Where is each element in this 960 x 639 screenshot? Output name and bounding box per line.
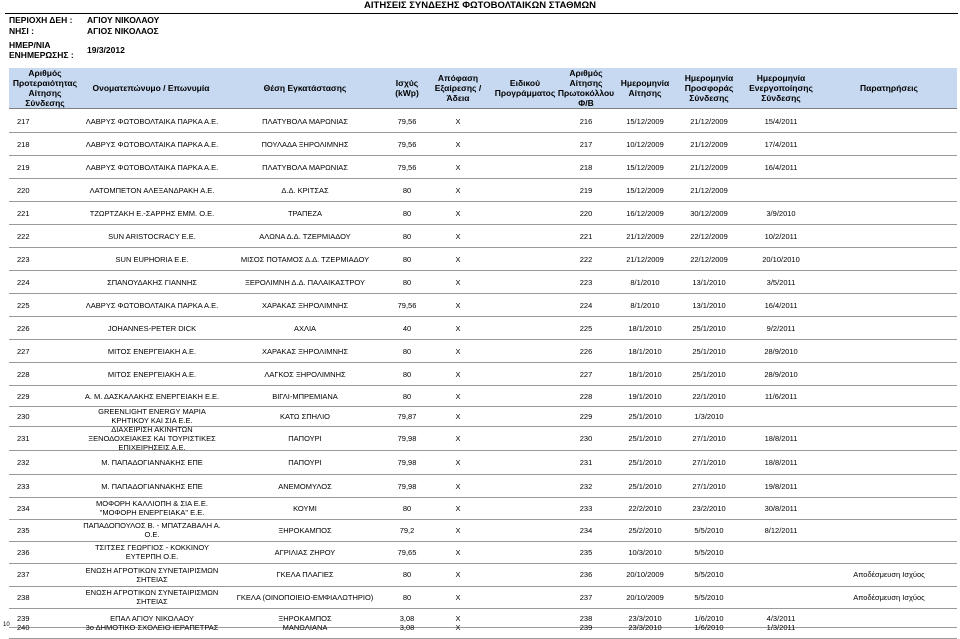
cell-number: 235 — [17, 525, 30, 535]
cell-offer-date: 27/1/2010 — [692, 481, 726, 491]
cell-activation-date: 11/6/2011 — [764, 391, 798, 401]
cell-offer-date: 22/12/2009 — [690, 254, 728, 264]
cell-location: ΛΑΓΚΟΣ ΞΗΡΟΛΙΜΝΗΣ — [264, 369, 346, 379]
cell-location: ΞΕΡΟΛΙΜΝΗ Δ.Δ. ΠΑΛΑΙΚΑΣΤΡΟΥ — [244, 277, 366, 287]
cell-app-date: 10/3/2010 — [628, 547, 662, 557]
cell-power: 79,98 — [397, 434, 417, 443]
cell-location: ΞΗΡΟΚΑΜΠΟΣ — [278, 613, 332, 623]
cell-activation-date — [741, 563, 821, 586]
cell-location: ΠΑΠΟΥΡΙ — [288, 434, 322, 443]
cell-location: ΜΑΝΩΛΙΑΝΑ — [282, 622, 328, 632]
cell-offer-date: 25/1/2010 — [692, 323, 726, 333]
cell-app-date: 22/2/2010 — [628, 503, 662, 513]
header-program: Ειδικού Προγράμματος — [494, 78, 556, 98]
cell-notes — [821, 497, 957, 519]
cell-decision: Χ — [455, 503, 461, 513]
cell-notes — [821, 616, 957, 638]
cell-activation-date: 8/12/2011 — [764, 525, 798, 535]
cell-location: ΓΚΕΛΑ ΠΛΑΓΙΕΣ — [276, 570, 334, 579]
cell-activation-date: 19/8/2011 — [764, 481, 798, 491]
cell-notes: Αποδέσμευση Ισχύος — [853, 570, 925, 579]
cell-location: ΤΡΑΠΕΖΑ — [287, 208, 323, 218]
cell-app-date: 25/1/2010 — [628, 411, 662, 421]
cell-protocol: 233 — [579, 503, 593, 513]
cell-notes — [821, 363, 957, 385]
cell-decision: Χ — [455, 139, 461, 149]
cell-number: 228 — [17, 369, 30, 379]
cell-app-date: 8/1/2010 — [630, 300, 660, 310]
cell-activation-date: 17/4/2011 — [764, 139, 798, 149]
cell-name: JOHANNES-PETER DICK — [107, 323, 197, 333]
cell-decision: Χ — [455, 481, 461, 491]
cell-location: Δ.Δ. ΚΡΙΤΣΑΣ — [281, 185, 329, 195]
header-protocol: Αριθμός Αίτησης Πρωτοκόλλου Φ/Β — [557, 68, 615, 108]
cell-protocol: 227 — [579, 369, 593, 379]
table-row — [9, 271, 957, 294]
cell-activation-date: 15/4/2011 — [764, 116, 798, 126]
cell-app-date: 8/1/2010 — [630, 277, 660, 287]
cell-activation-date: 18/8/2011 — [764, 434, 798, 443]
cell-number: 237 — [17, 570, 30, 579]
table-row — [9, 294, 957, 317]
table-row — [9, 317, 957, 340]
cell-activation-date: 28/9/2010 — [764, 346, 798, 356]
page-number: 10 — [3, 622, 10, 628]
cell-offer-date: 13/1/2010 — [692, 300, 726, 310]
cell-location: ΞΗΡΟΚΑΜΠΟΣ — [278, 525, 332, 535]
cell-activation-date: 9/2/2011 — [766, 323, 796, 333]
cell-protocol: 239 — [579, 622, 593, 632]
cell-offer-date: 25/1/2010 — [692, 369, 726, 379]
cell-protocol: 216 — [579, 116, 593, 126]
cell-number: 220 — [17, 185, 30, 195]
cell-decision: Χ — [455, 116, 461, 126]
cell-location: ΧΑΡΑΚΑΣ ΞΗΡΟΛΙΜΝΗΣ — [262, 346, 348, 356]
cell-power: 79,98 — [397, 481, 417, 491]
cell-name: ΕΝΩΣΗ ΑΓΡΟΤΙΚΩΝ ΣΥΝΕΤΑΙΡΙΣΜΩΝ ΣΗΤΕΙΑΣ — [85, 565, 219, 584]
cell-name: ΤΖΩΡΤΖΑΚΗ Ε.-ΣΑΡΡΗΣ ΕΜΜ. Ο.Ε. — [89, 208, 215, 218]
cell-name: SUN ARISTOCRACY Ε.Ε. — [108, 231, 196, 241]
cell-location: ΠΛΑΤΥΒΟΛΑ ΜΑΡΩΝΙΑΣ — [262, 162, 348, 172]
cell-offer-date: 5/5/2010 — [694, 525, 724, 535]
table-row — [9, 475, 957, 498]
cell-offer-date: 21/12/2009 — [690, 116, 728, 126]
header-location: Θέση Εγκατάστασης — [263, 83, 347, 93]
cell-number: 234 — [17, 503, 30, 513]
cell-notes — [821, 340, 957, 362]
cell-power: 79,56 — [397, 116, 417, 126]
cell-name: ΜΙΤΟΣ ΕΝΕΡΓΕΙΑΚΗ Α.Ε. — [107, 369, 197, 379]
cell-power: 3,08 — [399, 613, 415, 623]
cell-activation-date — [741, 586, 821, 608]
cell-number: 219 — [17, 162, 30, 172]
cell-power: 80 — [402, 346, 412, 356]
cell-notes — [821, 248, 957, 270]
cell-protocol: 234 — [579, 525, 593, 535]
cell-offer-date: 1/6/2010 — [694, 622, 724, 632]
table-row — [9, 616, 957, 639]
table-header — [9, 68, 957, 109]
cell-decision: Χ — [455, 570, 461, 579]
cell-location: ΑΓΡΙΛΙΑΣ ΖΗΡΟΥ — [274, 547, 336, 557]
cell-power: 80 — [402, 570, 412, 579]
cell-name: ΕΠΑΛ ΑΓΙΟΥ ΝΙΚΟΛΑΟΥ — [110, 613, 194, 623]
cell-power: 80 — [402, 592, 412, 602]
cell-name: Μ. ΠΑΠΑΔΟΓΙΑΝΝΑΚΗΣ ΕΠΕ — [101, 458, 203, 467]
cell-location: ΒΙΓΛΙ-ΜΠΡΕΜΙΑΝΑ — [272, 391, 338, 401]
cell-power: 80 — [402, 369, 412, 379]
header-app-date: Ημερομηνία Αίτησης — [620, 78, 670, 98]
cell-app-date: 19/1/2010 — [628, 391, 662, 401]
cell-app-date: 25/1/2010 — [628, 458, 662, 467]
cell-offer-date: 22/12/2009 — [690, 231, 728, 241]
cell-notes — [821, 475, 957, 497]
cell-number: 222 — [17, 231, 30, 241]
cell-app-date: 25/1/2010 — [628, 481, 662, 491]
table-row — [9, 519, 957, 542]
cell-activation-date — [741, 541, 821, 563]
cell-protocol: 231 — [579, 458, 593, 467]
cell-notes — [821, 519, 957, 541]
cell-activation-date: 4/3/2011 — [766, 613, 796, 623]
cell-protocol: 232 — [579, 481, 593, 491]
cell-offer-date: 27/1/2010 — [692, 434, 726, 443]
cell-power: 80 — [402, 208, 412, 218]
table-row — [9, 586, 957, 609]
date-label-2: ΕΝΗΜΕΡΩΣΗΣ : — [9, 50, 74, 60]
cell-notes — [821, 427, 957, 450]
cell-app-date: 16/12/2009 — [626, 208, 664, 218]
cell-decision: Χ — [455, 254, 461, 264]
cell-notes: Αποδέσμευση Ισχύος — [853, 592, 925, 602]
cell-app-date: 20/10/2009 — [626, 570, 664, 579]
cell-number: 238 — [17, 592, 30, 602]
cell-decision: Χ — [455, 458, 461, 467]
cell-location: ΑΛΩΝΑ Δ.Δ. ΤΖΕΡΜΙΑΔΟΥ — [259, 231, 351, 241]
cell-name: Μ. ΠΑΠΑΔΟΓΙΑΝΝΑΚΗΣ ΕΠΕ — [101, 481, 203, 491]
cell-activation-date: 28/9/2010 — [764, 369, 798, 379]
cell-number: 224 — [17, 277, 30, 287]
date-label-1: ΗΜΕΡ/ΝΙΑ — [9, 40, 51, 50]
cell-protocol: 237 — [579, 592, 593, 602]
cell-decision: Χ — [455, 622, 461, 632]
cell-power: 80 — [402, 231, 412, 241]
table-row — [9, 451, 957, 475]
cell-protocol: 218 — [579, 162, 593, 172]
header-decision: Απόφαση Εξαίρεσης / Άδεια — [434, 73, 482, 103]
title-divider — [5, 13, 958, 14]
cell-power: 79,56 — [397, 300, 417, 310]
cell-offer-date: 25/1/2010 — [692, 346, 726, 356]
cell-number: 221 — [17, 208, 30, 218]
cell-power: 40 — [402, 323, 412, 333]
table-row — [9, 541, 957, 564]
cell-activation-date: 10/2/2011 — [764, 231, 798, 241]
cell-offer-date: 5/5/2010 — [694, 592, 724, 602]
cell-number: 239 — [17, 613, 30, 623]
cell-app-date: 23/3/2010 — [628, 622, 662, 632]
cell-protocol: 225 — [579, 323, 593, 333]
cell-offer-date: 21/12/2009 — [690, 185, 728, 195]
cell-name: ΛΑΒΡΥΣ ΦΩΤΟΒΟΛΤΑΙΚΑ ΠΑΡΚΑ Α.Ε. — [85, 300, 219, 310]
cell-notes — [821, 386, 957, 406]
cell-name: GREENLIGHT ENERGY ΜΑΡΙΑ ΚΡΗΤΙΚΟΥ ΚΑΙ ΣΙΑ Ε.Ε. — [98, 407, 206, 425]
table-row — [9, 497, 957, 520]
cell-notes — [821, 317, 957, 339]
cell-power: 80 — [402, 391, 412, 401]
table-row — [9, 179, 957, 202]
table-row — [9, 406, 957, 427]
cell-offer-date: 22/1/2010 — [692, 391, 726, 401]
cell-name: ΛΑΒΡΥΣ ΦΩΤΟΒΟΛΤΑΙΚΑ ΠΑΡΚΑ Α.Ε. — [85, 162, 219, 172]
cell-app-date: 18/1/2010 — [628, 369, 662, 379]
cell-name: ΤΣΙΤΣΕΣ ΓΕΩΡΓΙΟΣ - ΚΟΚΚΙΝΟΥ ΕΥΤΕΡΠΗ Ο.Ε. — [94, 543, 210, 561]
cell-power: 80 — [402, 277, 412, 287]
cell-protocol: 220 — [579, 208, 593, 218]
cell-offer-date: 30/12/2009 — [690, 208, 728, 218]
cell-number: 233 — [17, 481, 30, 491]
table-row — [9, 202, 957, 225]
cell-decision: Χ — [455, 323, 461, 333]
cell-protocol: 235 — [579, 547, 593, 557]
cell-name: ΔΙΑΧΕΙΡΙΣΗ ΑΚΙΝΗΤΩΝ ΞΕΝΟΔΟΧΕΙΑΚΕΣ ΚΑΙ ΤΟΥΡΙΣΤΙΚΕΣ ΕΠΙΧΕΙΡΗΣΕΙΣ Α.Ε. — [88, 425, 216, 452]
table-row — [9, 363, 957, 386]
cell-offer-date: 5/5/2010 — [694, 547, 724, 557]
cell-number: 225 — [17, 300, 30, 310]
cell-decision: Χ — [455, 162, 461, 172]
cell-name: ΠΑΠΑΔΟΠΟΥΛΟΣ Β. - ΜΠΑΤΖΑΒΑΛΗ Α. Ο.Ε. — [83, 521, 221, 539]
cell-number: 217 — [17, 116, 30, 126]
cell-app-date: 15/12/2009 — [626, 162, 664, 172]
cell-number: 226 — [17, 323, 30, 333]
cell-protocol: 229 — [579, 411, 593, 421]
cell-name: ΣΠΑΝΟΥΔΑΚΗΣ ΓΙΑΝΝΗΣ — [107, 277, 197, 287]
table-row — [9, 563, 957, 587]
cell-name: ΕΝΩΣΗ ΑΓΡΟΤΙΚΩΝ ΣΥΝΕΤΑΙΡΙΣΜΩΝ ΣΗΤΕΙΑΣ — [85, 588, 219, 606]
cell-location: ΠΛΑΤΥΒΟΛΑ ΜΑΡΩΝΙΑΣ — [262, 116, 348, 126]
cell-app-date: 15/12/2009 — [626, 185, 664, 195]
cell-app-date: 10/12/2009 — [626, 139, 664, 149]
cell-location: ΚΟΥΜΙ — [293, 503, 317, 513]
cell-power: 80 — [402, 254, 412, 264]
cell-decision: Χ — [455, 411, 461, 421]
cell-power: 3,08 — [399, 622, 415, 632]
cell-notes — [821, 406, 957, 426]
cell-name: ΛΑΒΡΥΣ ΦΩΤΟΒΟΛΤΑΙΚΑ ΠΑΡΚΑ Α.Ε. — [85, 139, 219, 149]
cell-name: SUN EUPHORIA Ε.Ε. — [115, 254, 189, 264]
cell-activation-date: 20/10/2010 — [762, 254, 800, 264]
cell-app-date: 18/1/2010 — [628, 346, 662, 356]
table-row — [9, 386, 957, 407]
cell-decision: Χ — [455, 525, 461, 535]
cell-offer-date: 1/6/2010 — [694, 613, 724, 623]
cell-protocol: 222 — [579, 254, 593, 264]
cell-location: ΠΑΠΟΥΡΙ — [288, 458, 322, 467]
cell-activation-date: 3/9/2010 — [766, 208, 796, 218]
cell-decision: Χ — [455, 277, 461, 287]
cell-app-date: 15/12/2009 — [626, 116, 664, 126]
cell-power: 79,65 — [397, 547, 417, 557]
cell-app-date: 23/3/2010 — [628, 613, 662, 623]
cell-offer-date: 23/2/2010 — [692, 503, 726, 513]
table-row — [9, 156, 957, 179]
table-row — [9, 225, 957, 248]
cell-name: ΛΑΒΡΥΣ ΦΩΤΟΒΟΛΤΑΙΚΑ ΠΑΡΚΑ Α.Ε. — [85, 116, 219, 126]
cell-offer-date: 27/1/2010 — [692, 458, 726, 467]
cell-decision: Χ — [455, 231, 461, 241]
cell-number: 229 — [17, 391, 30, 401]
island-label: ΝΗΣΙ : — [9, 26, 34, 36]
cell-number: 227 — [17, 346, 30, 356]
cell-decision: Χ — [455, 391, 461, 401]
cell-decision: Χ — [455, 369, 461, 379]
cell-protocol: 221 — [579, 231, 593, 241]
cell-protocol: 238 — [579, 613, 593, 623]
cell-app-date: 21/12/2009 — [626, 254, 664, 264]
cell-name: ΜΙΤΟΣ ΕΝΕΡΓΕΙΑΚΗ Α.Ε. — [107, 346, 197, 356]
cell-name: 3ο ΔΗΜΟΤΙΚΟ ΣΧΟΛΕΙΟ ΙΕΡΑΠΕΤΡΑΣ — [85, 622, 219, 632]
header-power: Ισχύς (kWp) — [395, 78, 419, 98]
cell-app-date: 21/12/2009 — [626, 231, 664, 241]
cell-offer-date: 21/12/2009 — [690, 162, 728, 172]
cell-location: ΜΙΣΟΣ ΠΟΤΑΜΟΣ Δ.Δ. ΤΖΕΡΜΙΑΔΟΥ — [240, 254, 370, 264]
cell-location: ΧΑΡΑΚΑΣ ΞΗΡΟΛΙΜΝΗΣ — [262, 300, 348, 310]
cell-number: 232 — [17, 458, 30, 467]
cell-location: ΑΧΛΙΑ — [293, 323, 317, 333]
cell-protocol: 217 — [579, 139, 593, 149]
cell-protocol: 236 — [579, 570, 593, 579]
cell-decision: Χ — [455, 592, 461, 602]
cell-app-date: 20/10/2009 — [626, 592, 664, 602]
cell-notes — [821, 133, 957, 155]
cell-offer-date: 5/5/2010 — [694, 570, 724, 579]
cell-notes — [821, 225, 957, 247]
cell-power: 79,56 — [397, 139, 417, 149]
cell-activation-date: 18/8/2011 — [764, 458, 798, 467]
cell-protocol: 223 — [579, 277, 593, 287]
cell-number: 236 — [17, 547, 30, 557]
table-row — [9, 427, 957, 451]
cell-notes — [821, 541, 957, 563]
cell-name: Α. Μ. ΔΑΣΚΑΛΑΚΗΣ ΕΝΕΡΓΕΙΑΚΗ Ε.Ε. — [84, 391, 220, 401]
cell-protocol: 219 — [579, 185, 593, 195]
cell-protocol: 226 — [579, 346, 593, 356]
table-row — [9, 248, 957, 271]
area-value: ΑΓΙΟΥ ΝΙΚΟΛΑΟΥ — [87, 15, 160, 25]
date-value: 19/3/2012 — [87, 45, 125, 55]
cell-app-date: 18/1/2010 — [628, 323, 662, 333]
cell-power: 79,87 — [397, 411, 417, 421]
cell-activation-date: 3/5/2011 — [766, 277, 796, 287]
cell-decision: Χ — [455, 346, 461, 356]
cell-activation-date: 16/4/2011 — [764, 300, 798, 310]
header-notes: Παρατηρήσεις — [860, 83, 918, 93]
cell-app-date: 25/1/2010 — [628, 434, 662, 443]
table-row — [9, 340, 957, 363]
cell-app-date: 25/2/2010 — [628, 525, 662, 535]
cell-activation-date: 1/3/2011 — [766, 622, 796, 632]
cell-location: ΓΚΕΛΑ (ΟΙΝΟΠΟΙΕΙΟ-ΕΜΦΙΑΛΩΤΗΡΙΟ) — [236, 592, 374, 602]
cell-power: 79,98 — [397, 458, 417, 467]
cell-notes — [821, 179, 957, 201]
cell-name: ΜΟΦΟΡΗ ΚΑΛΛΙΟΠΗ & ΣΙΑ Ε.Ε. "ΜΟΦΟΡΗ ΕΝΕΡΓΕΙΑΚΑ" Ε.Ε. — [96, 499, 208, 517]
cell-decision: Χ — [455, 547, 461, 557]
cell-number: 223 — [17, 254, 30, 264]
cell-activation-date: 30/8/2011 — [764, 503, 798, 513]
cell-activation-date — [741, 179, 821, 201]
cell-number: 230 — [17, 411, 30, 421]
cell-protocol: 224 — [579, 300, 593, 310]
cell-protocol: 228 — [579, 391, 593, 401]
cell-power: 80 — [402, 185, 412, 195]
cell-location: ΚΑΤΩ ΣΠΗΛΙΟ — [280, 411, 330, 421]
cell-notes — [821, 294, 957, 316]
cell-decision: Χ — [455, 434, 461, 443]
cell-notes — [821, 156, 957, 178]
header-activation-date: Ημερομηνία Ενεργοποίησης Σύνδεσης — [749, 73, 813, 103]
cell-decision: Χ — [455, 613, 461, 623]
area-label: ΠΕΡΙΟΧΗ ΔΕΗ : — [9, 15, 73, 25]
cell-location: ΠΟΥΛΑΔΑ ΞΗΡΟΛΙΜΝΗΣ — [261, 139, 349, 149]
cell-notes — [821, 110, 957, 132]
cell-notes — [821, 271, 957, 293]
cell-power: 79,2 — [399, 525, 415, 535]
cell-protocol: 230 — [579, 434, 593, 443]
cell-name: ΛΑΤΟΜΠΕΤΟΝ ΑΛΕΞΑΝΔΡΑΚΗ Α.Ε. — [89, 185, 215, 195]
cell-offer-date: 13/1/2010 — [692, 277, 726, 287]
island-value: ΑΓΙΟΣ ΝΙΚΟΛΑΟΣ — [87, 26, 159, 36]
cell-decision: Χ — [455, 208, 461, 218]
header-offer-date: Ημερομηνία Προσφοράς Σύνδεσης — [684, 73, 734, 103]
table-row — [9, 110, 957, 133]
cell-activation-date: 16/4/2011 — [764, 162, 798, 172]
header-name: Ονοματεπώνυμο / Επωνυμία — [92, 83, 210, 93]
cell-number: 231 — [17, 434, 30, 443]
table-row — [9, 133, 957, 156]
cell-notes — [821, 202, 957, 224]
cell-number: 218 — [17, 139, 30, 149]
cell-offer-date: 21/12/2009 — [690, 139, 728, 149]
cell-location: ΑΝΕΜΟΜΥΛΟΣ — [278, 481, 332, 491]
header-priority: Αριθμός Προτεραιότητας Αίτησης Σύνδεσης — [12, 68, 78, 108]
cell-decision: Χ — [455, 300, 461, 310]
page-title: ΑΙΤΗΣΕΙΣ ΣΥΝΔΕΣΗΣ ΦΩΤΟΒΟΛΤΑΙΚΩΝ ΣΤΑΘΜΩΝ — [364, 0, 596, 11]
cell-notes — [821, 451, 957, 474]
cell-number: 240 — [17, 622, 30, 632]
cell-power: 79,56 — [397, 162, 417, 172]
cell-offer-date: 1/3/2010 — [694, 411, 724, 421]
cell-power: 80 — [402, 503, 412, 513]
cell-decision: Χ — [455, 185, 461, 195]
cell-activation-date — [741, 406, 821, 426]
